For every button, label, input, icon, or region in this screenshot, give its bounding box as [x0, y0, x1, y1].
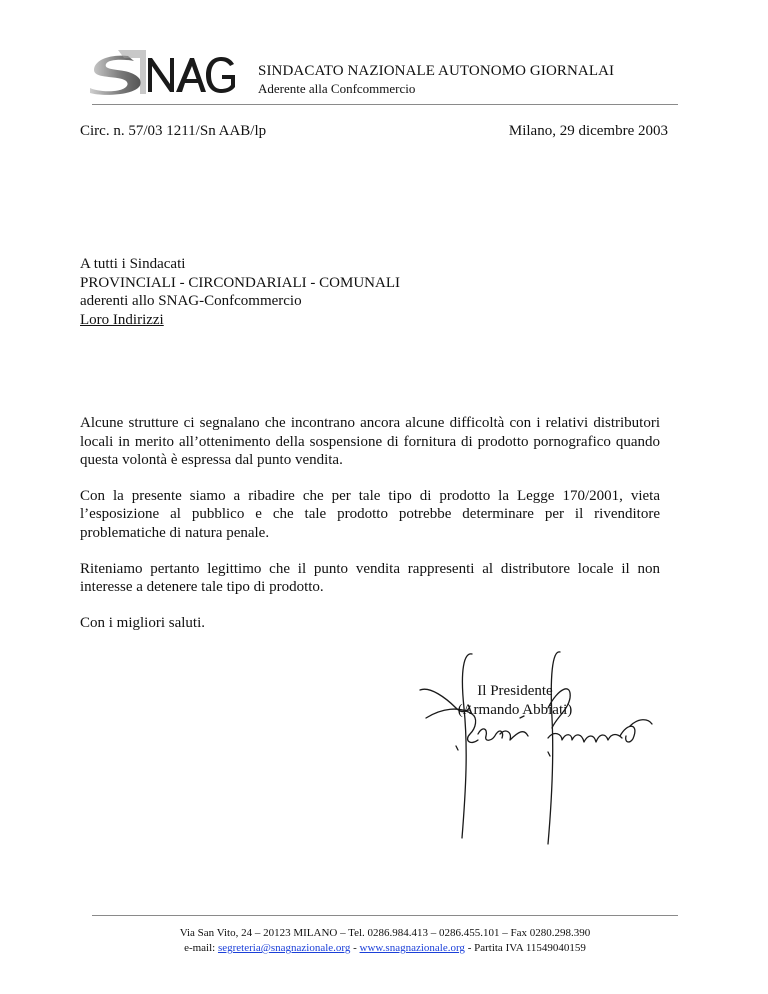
footer: [92, 926, 678, 956]
signatory-name: (Armando Abbiati): [457, 701, 573, 718]
signatory-title: Il Presidente: [477, 683, 553, 699]
organization-name: SINDACATO NAZIONALE AUTONOMO GIORNALAI: [258, 63, 615, 79]
recipient-line: PROVINCIALI - CIRCONDARIALI - COMUNALI: [80, 274, 400, 291]
closing-salutation: Con i migliori saluti.: [80, 614, 206, 631]
body-paragraph: Con la presente siamo a ribadire che per tale tipo di prodotto la Legge 170/2001, vieta l’esposizione al pubblico e che tale prodotto potrebbe determinare per il rivenditore problematiche di natura penale.: [80, 487, 660, 541]
circular-reference: Circ. n. 57/03 1211/Sn AAB/lp: [80, 123, 267, 139]
handwritten-signature: [412, 648, 662, 848]
organization-subtitle: Aderente alla Confcommercio: [258, 81, 416, 96]
signature-block: [430, 682, 600, 719]
footer-address: Via San Vito, 24 – 20123 MILANO – Tel. 0286.984.413 – 0286.455.101 – Fax 0280.298.390: [179, 927, 591, 939]
recipient-line: A tutti i Sindacati: [80, 256, 186, 272]
letter-date: Milano, 29 dicembre 2003: [508, 123, 668, 139]
recipients-block: [80, 255, 400, 329]
email-link[interactable]: segreteria@snagnazionale.org: [217, 942, 351, 954]
recipient-line-underlined: Loro Indirizzi: [80, 311, 164, 328]
letter-body: [80, 414, 660, 649]
footer-divider: [92, 915, 678, 916]
body-paragraph: Alcune strutture ci segnalano che incontrano ancora alcune difficoltà con i relativi distributori locali in merito all’ottenimento della sospensione di fornitura di prodotto pornografico quando questa volontà è espressa dal punto vendita.: [80, 415, 660, 469]
header-divider: [92, 104, 678, 105]
body-paragraph: Riteniamo pertanto legittimo che il punto vendita rappresenti al distributore locale il non interesse a detenere tale tipo di prodotto.: [80, 560, 660, 596]
vat-number: - Partita IVA 11549040159: [464, 942, 586, 954]
separator: -: [350, 942, 360, 954]
website-link[interactable]: www.snagnazionale.org: [359, 942, 465, 954]
recipient-line: aderenti allo SNAG-Confcommercio: [80, 293, 302, 309]
footer-contacts: [92, 941, 678, 956]
email-label: e-mail:: [184, 942, 218, 954]
snag-logo: [88, 50, 236, 96]
